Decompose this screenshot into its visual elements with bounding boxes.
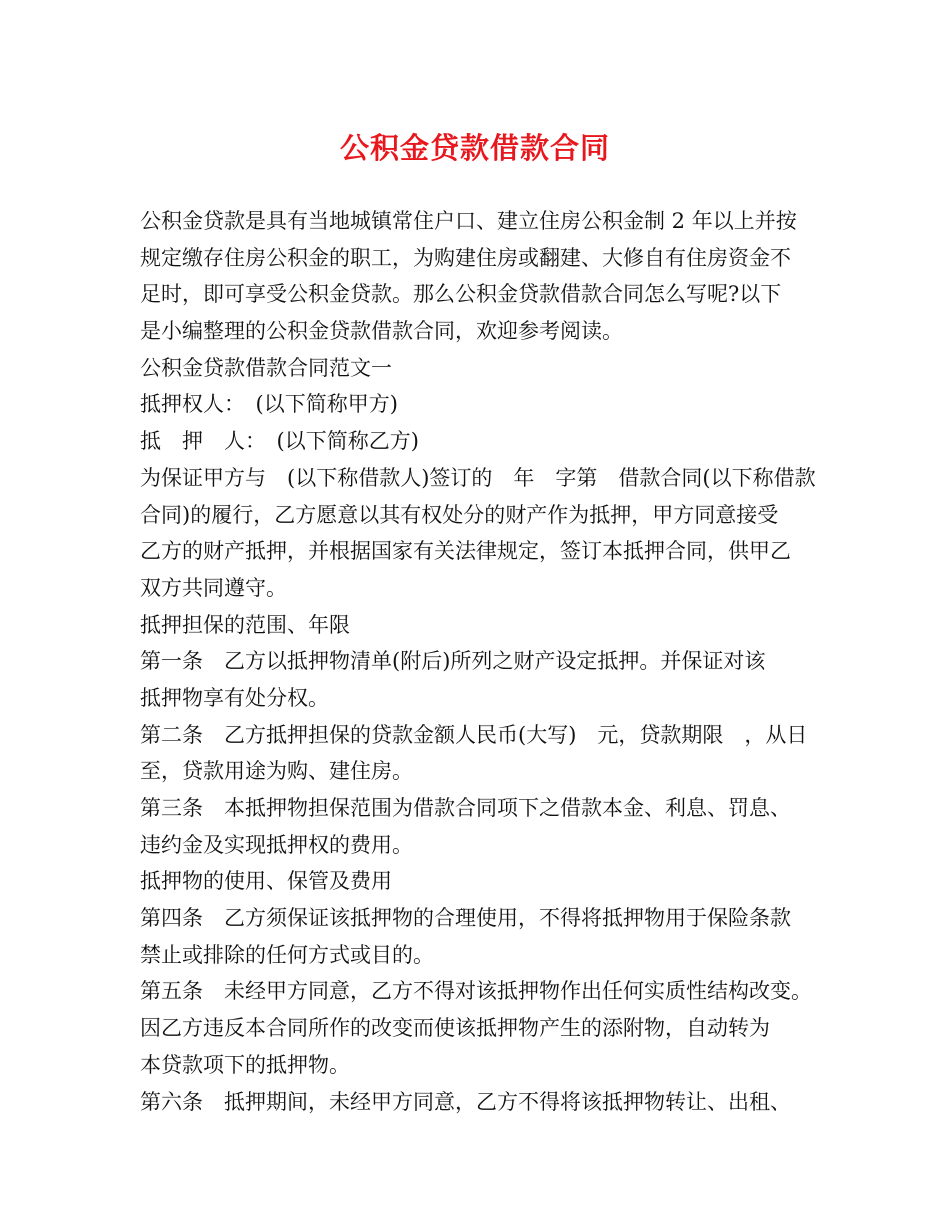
body-line: 公积金贷款是具有当地城镇常住户口、建立住房公积金制 2 年以上并按 [140,209,797,233]
body-line: 第四条 乙方须保证该抵押物的合理使用，不得将抵押物用于保险条款 [140,906,791,931]
body-line: 公积金贷款借款合同范文一 [140,355,392,380]
body-line: 抵押物的使用、保管及费用 [140,869,392,894]
body-line: 是小编整理的公积金贷款借款合同，欢迎参考阅读。 [140,319,623,344]
body-line: 至，贷款用途为购、建住房。 [140,759,413,784]
body-line: 抵 押 人： (以下简称乙方) [140,429,419,454]
body-line: 合同)的履行，乙方愿意以其有权处分的财产作为抵押，甲方同意接受 [140,502,779,527]
body-line: 第三条 本抵押物担保范围为借款合同项下之借款本金、利息、罚息、 [140,796,791,820]
document-body [140,203,830,1120]
body-line: 规定缴存住房公积金的职工，为购建住房或翻建、大修自有住房资金不 [140,245,791,270]
body-line: 违约金及实现抵押权的费用。 [140,832,413,857]
body-line: 抵押担保的范围、年限 [140,612,350,637]
body-line: 第一条 乙方以抵押物清单(附后)所列之财产设定抵押。并保证对该 [140,649,766,674]
body-line: 第二条 乙方抵押担保的贷款金额人民币(大写) 元，贷款期限 ，从日 [140,722,808,747]
body-line: 为保证甲方与 (以下称借款人)签订的 年 字第 借款合同(以下称借款 [140,465,816,490]
body-line: 第五条 未经甲方同意，乙方不得对该抵押物作出任何实质性结构改变。 [140,979,812,1004]
body-line: 抵押权人： (以下简称甲方) [140,392,398,417]
body-line: 足时，即可享受公积金贷款。那么公积金贷款借款合同怎么写呢?以下 [140,282,782,307]
body-line: 本贷款项下的抵押物。 [140,1052,350,1077]
document-title: 公积金贷款借款合同 [339,131,610,165]
body-line: 禁止或排除的任何方式或目的。 [140,942,434,967]
body-line: 双方共同遵守。 [140,575,287,600]
body-line: 乙方的财产抵押，并根据国家有关法律规定，签订本抵押合同，供甲乙 [140,539,791,564]
body-line: 因乙方违反本合同所作的改变而使该抵押物产生的添附物，自动转为 [140,1016,770,1041]
body-line: 抵押物享有处分权。 [140,685,329,710]
body-line: 第六条 抵押期间，未经甲方同意，乙方不得将该抵押物转让、出租、 [140,1089,791,1114]
